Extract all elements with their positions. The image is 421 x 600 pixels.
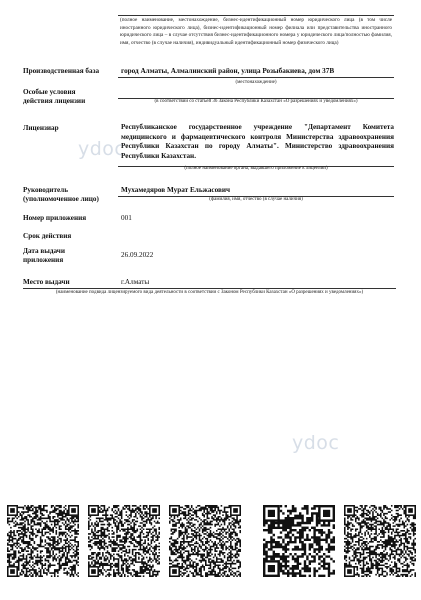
qr-code-4 [263, 505, 335, 577]
special-conditions-label: Особые условия действия лицензии [23, 88, 86, 105]
production-base-caption: (местонахождение) [235, 80, 277, 85]
head-caption: (фамилия, имя, отчество (в случае наличия) [209, 197, 303, 202]
head-value: Мухамедяров Мурат Ельжасович [121, 186, 231, 194]
appendix-number-value: 001 [121, 214, 132, 222]
top-note: (полное наименование, местонахождение, бизнес-идентификационный номер юридического лица (в том числе иностранного юридического лица), бизнес-идентификационный номер филиала или представительства иностранного юридического лица – в случае отсутствия бизнес-идентификационного номера у юридического лица/полностью фамилия, имя, отчество (в случае наличия), индивидуальный идентификационный номер физического лица) [120, 17, 392, 46]
licensor-label: Лицензиар [23, 124, 59, 132]
qr-code-2 [88, 505, 160, 577]
watermark-top: ydoc [78, 138, 126, 160]
production-base-label: Производственная база [23, 67, 100, 75]
issue-place-value: г.Алматы [121, 278, 150, 286]
licensor-value: Республиканское государственное учреждение "Департамент Комитета медицинского и фармацевтического контроля Министерства здравоохранения Республики Казахстан по городу Алматы". Министерство здравоохранения Республики Казахстан. [121, 123, 394, 161]
issue-date-label: Дата выдачи приложения [23, 247, 65, 264]
head-label: Руководитель (уполномоченное лицо) [23, 186, 99, 203]
watermark-bottom: ydoc [292, 432, 340, 454]
production-base-value: город Алматы, Алмалинский район, улица Розыбакиева, дом 37В [121, 67, 335, 75]
qr-code-5 [344, 505, 416, 577]
bottom-caption: (наименование подвида лицензируемого вида деятельности в соответствии с Законом Республики Казахстан «О разрешениях и уведомлениях») [55, 290, 364, 295]
qr-code-1 [7, 505, 79, 577]
appendix-number-label: Номер приложения [23, 214, 87, 222]
qr-code-3 [169, 505, 241, 577]
validity-label: Срок действия [23, 232, 72, 240]
issue-date-value: 26.09.2022 [121, 251, 154, 259]
licensor-caption: (полное наименование органа, выдавшего приложение к лицензии) [184, 166, 328, 171]
issue-place-label: Место выдачи [23, 278, 70, 286]
special-conditions-caption: (в соответствии со статьей 36 Закона Республики Казахстан «О разрешениях и уведомлениях») [154, 99, 358, 104]
